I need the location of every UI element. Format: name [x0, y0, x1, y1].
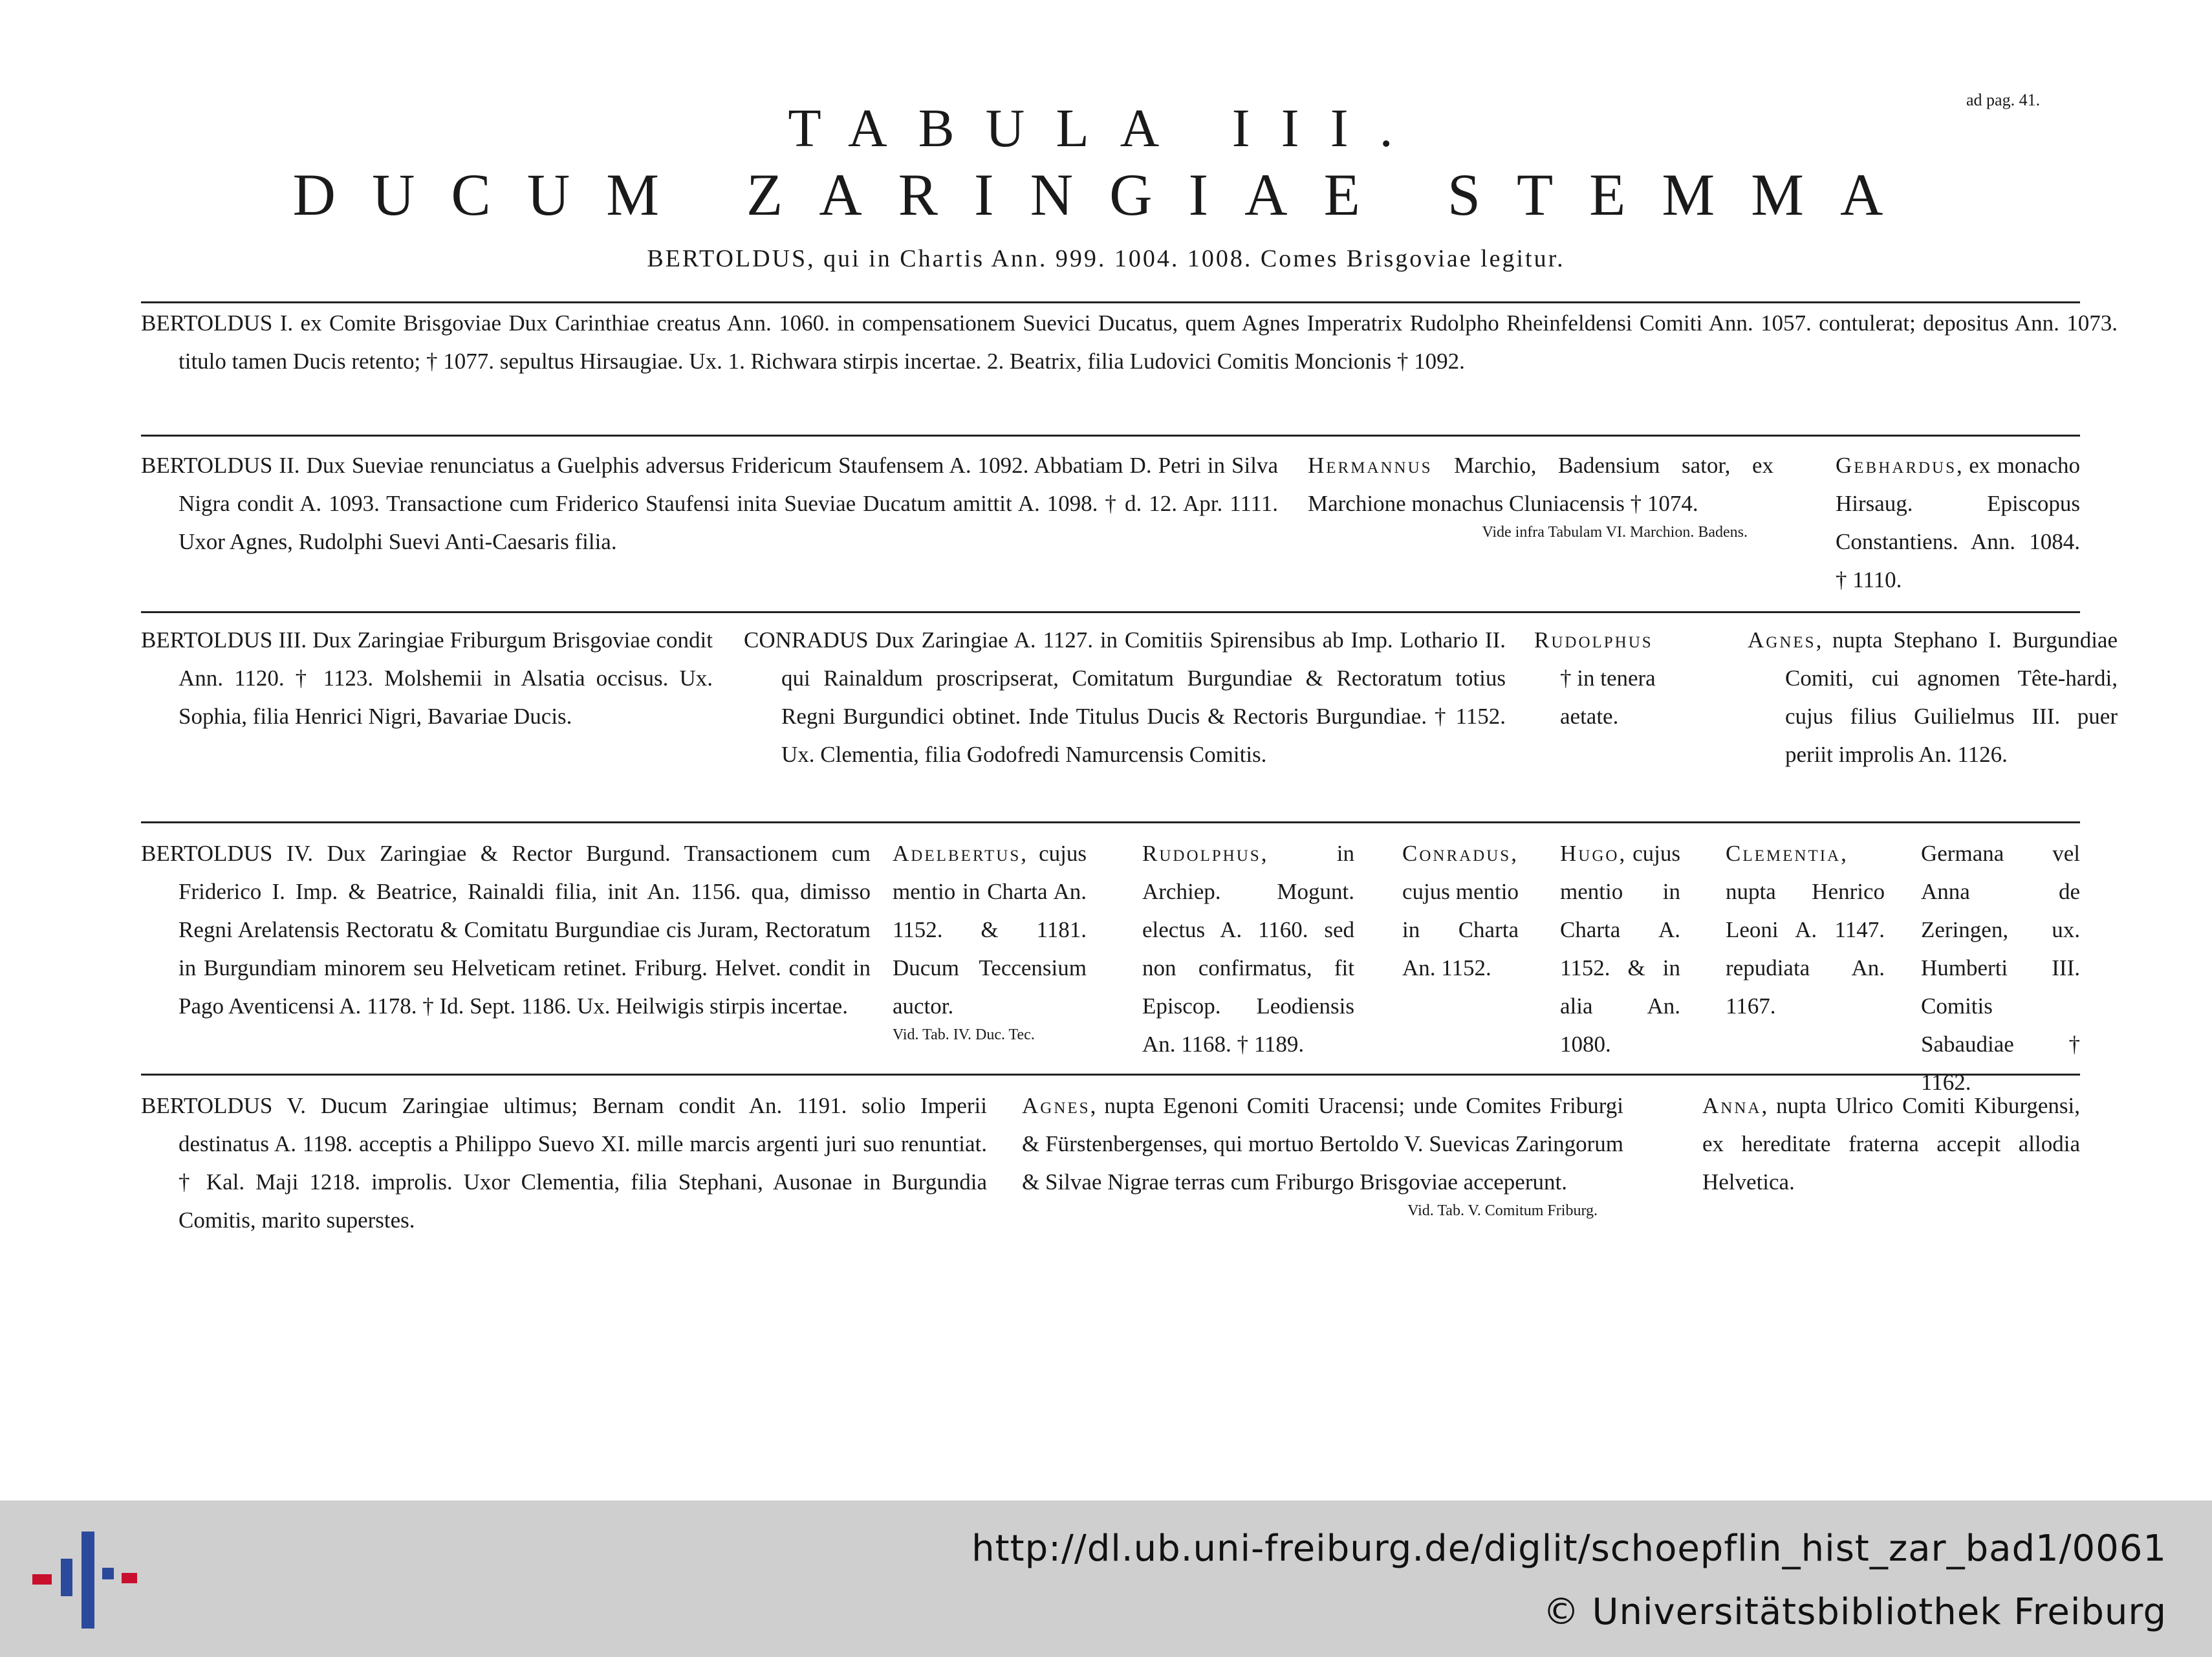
library-footer — [0, 1500, 2212, 1657]
gen2-hermannus-entry — [1308, 446, 1773, 542]
page-reference: ad pag. 41. — [1966, 91, 2041, 109]
hermannus-name: Hermannus — [1308, 453, 1433, 478]
gen4-germana-text: Germana vel Anna de Zeringen, ux. Humberti III. Comitis Sabaudiae † 1162. — [1921, 841, 2080, 1095]
gen2-gebhardus-entry — [1836, 446, 2080, 599]
gen4-conradus-entry: Conradus, cujus mentio in Charta An. 1152. — [1402, 841, 1519, 980]
gebhardus-name: Gebhardus — [1836, 453, 1957, 478]
table-subtitle: DUCUM ZARINGIAE STEMMA — [292, 162, 1920, 228]
gen3-conradus-text: CONRADUS Dux Zaringiae A. 1127. in Comitiis Spirensibus ab Imp. Lothario II. qui Rainaldum proscripserat, Comitatum Burgundiae & Rectoratum totius Regni Burgundici obtinet. Inde Titulus Ducis & Rectoris Burgundiae. † 1152. Ux. Clementia, filia Godofredi Namurcensis Comitis. — [744, 627, 1506, 767]
anna-name: Anna — [1702, 1093, 1762, 1118]
agnes-v-name: Agnes — [1022, 1093, 1090, 1118]
hermannus-crossref: Vide infra Tabulam VI. Marchion. Badens. — [1482, 524, 1748, 541]
gen1-text: BERTOLDUS I. ex Comite Brisgoviae Dux Carinthiae creatus Ann. 1060. in compensationem Suevici Ducatus, quem Agnes Imperatrix Rudolpho Rheinfeldensi Comiti Ann. 1057. contulerat; depositus Ann. 1073. titulo tamen Ducis retento; † 1077. sepultus Hirsaugiae. Ux. 1. Richwara stirpis incertae. 2. Beatrix, filia Ludovici Comitis Moncionis † 1092. — [141, 310, 2118, 374]
gen4-adelbertus-entry: Adelbertus, cujus mentio in Charta An. 1152. & 1181. Ducum Teccensium auctor. Vid. Tab. IV. Duc. Tec. — [893, 841, 1087, 1043]
gen1-bertoldus-entry — [141, 304, 2118, 380]
ancestor-line: BERTOLDUS, qui in Chartis Ann. 999. 1004. 1008. Comes Brisgoviae legitur. — [647, 245, 1565, 272]
gen3-agnes-entry: Agnes, nupta Stephano I. Burgundiae Comiti, cui agnomen Tête-hardi, cujus filius Guilielmus III. puer periit improlis An. 1126. — [1748, 627, 2118, 767]
gen4-bertoldus-text: BERTOLDUS IV. Dux Zaringiae & Rector Burgund. Transactionem cum Friderico I. Imp. & Beatrice, Rainaldi filia, init An. 1156. qua, dimisso Regni Arelatensis Rectoratu & Comitatu Burgundiae cis Juram, Rectoratum in Burgundiam minorem seu Helveticam retinet. Friburg. Helvet. condit in Pago Aventicensi A. 1178. † Id. Sept. 1186. Ux. Heilwigis stirpis incertae. — [141, 841, 871, 1019]
gen5-bertoldus-entry — [141, 1087, 987, 1239]
gen3-bertoldus-entry — [141, 621, 713, 735]
gen2-hermannus-text: Hermannus Marchio, Badensium sator, ex Marchione monachus Cluniacensis † 1074. — [1308, 453, 1773, 516]
hugo-name: Hugo — [1560, 841, 1620, 866]
copyright-text: © Universitätsbibliothek Freiburg — [1543, 1591, 2167, 1633]
gen5-bertoldus-text: BERTOLDUS V. Ducum Zaringiae ultimus; Bernam condit An. 1191. solio Imperii destinatus A. 1198. acceptis a Philippo Suevo XI. mille marcis argenti juri suo renuntiat. † Kal. Maji 1218. improlis. Uxor Clementia, filia Stephani, Ausonae in Burgundia Comitis, marito superstes. — [141, 1093, 987, 1233]
generation-divider — [141, 301, 2080, 303]
rudolphus-name: Rudolphus — [1534, 627, 1653, 653]
university-library-logo — [30, 1528, 140, 1631]
table-title: TABULA III. — [788, 98, 1424, 158]
document-url-link[interactable]: http://dl.ub.uni-freiburg.de/diglit/schoepflin_hist_zar_bad1/0061 — [971, 1528, 2167, 1570]
rudolphus-iv-name: Rudolphus — [1142, 841, 1261, 866]
agnes-crossref: Vid. Tab. V. Comitum Friburg. — [1407, 1202, 1598, 1219]
generation-divider — [141, 435, 2080, 437]
conradus-iv-name: Conradus — [1402, 841, 1512, 866]
agnes-name: Agnes — [1748, 627, 1816, 653]
gen3-conradus-entry — [744, 621, 1506, 774]
gen3-rudolphus-entry: Rudolphus † in tenera aetate. — [1534, 627, 1656, 729]
generation-divider — [141, 1074, 2080, 1076]
gen2-bertoldus-entry — [141, 446, 1278, 561]
gen5-agnes-entry: Agnes, nupta Egenoni Comiti Uracensi; unde Comites Friburgi & Fürstenbergenses, qui mortuo Bertoldo V. Suevicas Zaringorum & Silvae Nigrae terras cum Friburgo Brisgoviae acceperunt. Vid. Tab. V. Comitum Friburg. — [1022, 1093, 1623, 1219]
gen3-bertoldus-text: BERTOLDUS III. Dux Zaringiae Friburgum Brisgoviae condit Ann. 1120. † 1123. Molshemii in Alsatia occisus. Ux. Sophia, filia Henrici Nigri, Bavariae Ducis. — [141, 627, 713, 729]
gen4-germana-entry — [1921, 834, 2080, 1101]
gen4-rudolphus-entry: Rudolphus, in Archiep. Mogunt. electus A. 1160. sed non confirmatus, fit Episcop. Leodiensis An. 1168. † 1189. — [1142, 841, 1354, 1057]
gen4-bertoldus-entry — [141, 834, 871, 1025]
clementia-name: Clementia — [1726, 841, 1841, 866]
generation-divider — [141, 821, 2080, 823]
gen4-clementia-entry: Clementia, nupta Henrico Leoni A. 1147. repudiata An. 1167. — [1726, 841, 1885, 1019]
gen2-gebhardus-text: Gebhardus, ex monacho Hirsaug. Episcopus Constantiens. Ann. 1084. † 1110. — [1836, 453, 2080, 592]
gen2-bertoldus-text: BERTOLDUS II. Dux Sueviae renunciatus a Guelphis adversus Fridericum Staufensem A. 1092. Abbatiam D. Petri in Silva Nigra condit A. 1093. Transactione cum Friderico Staufensi inita Sueviae Ducatum amittit A. 1098. † d. 12. Apr. 1111. Uxor Agnes, Rudolphi Suevi Anti-Caesaris filia. — [141, 453, 1278, 554]
gen5-anna-entry: Anna, nupta Ulrico Comiti Kiburgensi, ex hereditate fraterna accepit allodia Helvetica. — [1702, 1093, 2080, 1195]
gen4-hugo-entry: Hugo, cujus mentio in Charta A. 1152. & in alia An. 1080. — [1560, 841, 1680, 1057]
adelbertus-name: Adelbertus — [893, 841, 1021, 866]
adelbertus-crossref: Vid. Tab. IV. Duc. Tec. — [893, 1026, 1035, 1043]
generation-divider — [141, 611, 2080, 613]
